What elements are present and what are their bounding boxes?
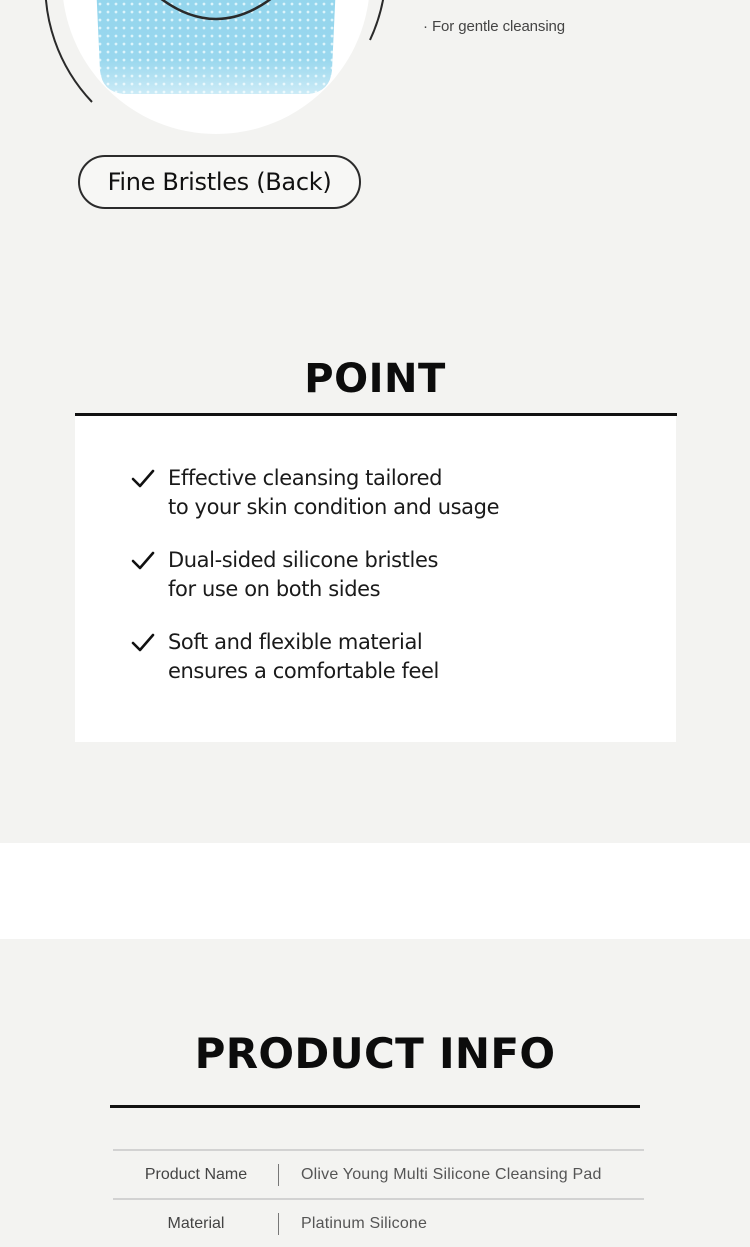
- table-row: [113, 1149, 644, 1198]
- product-info-divider: [110, 1105, 640, 1108]
- check-icon: [130, 550, 156, 572]
- product-info-title: PRODUCT INFO: [194, 1029, 556, 1078]
- column-divider: [278, 1213, 279, 1235]
- fine-bristles-label: Fine Bristles (Back): [78, 155, 361, 209]
- info-value: Platinum Silicone: [301, 1214, 428, 1232]
- point-line: to your skin condition and usage: [168, 495, 500, 519]
- check-icon: [130, 468, 156, 490]
- point-card: [75, 416, 676, 742]
- product-info-table: [113, 1149, 644, 1247]
- check-icon: [130, 632, 156, 654]
- point-line: ensures a comfortable feel: [168, 659, 439, 683]
- info-value: Olive Young Multi Silicone Cleansing Pad: [301, 1165, 602, 1183]
- cleansing-pad-image: [40, 0, 386, 134]
- point-line: Dual-sided silicone bristles: [168, 548, 439, 572]
- point-item: [130, 464, 499, 522]
- point-line: Effective cleansing tailored: [168, 466, 443, 490]
- point-text: [168, 464, 499, 522]
- table-row: [113, 1198, 644, 1247]
- point-text: [168, 546, 438, 604]
- point-text: [168, 628, 439, 686]
- side-note-text: · For gentle cleansing: [423, 18, 566, 35]
- point-line: for use on both sides: [168, 577, 381, 601]
- point-item: [130, 628, 439, 686]
- point-line: Soft and flexible material: [168, 630, 423, 654]
- info-key: Material: [167, 1214, 225, 1232]
- column-divider: [278, 1164, 279, 1186]
- point-item: [130, 546, 438, 604]
- section-spacer: [0, 843, 750, 939]
- product-info-section: [0, 939, 750, 1231]
- info-key: Product Name: [144, 1165, 248, 1183]
- point-title: POINT: [304, 356, 446, 402]
